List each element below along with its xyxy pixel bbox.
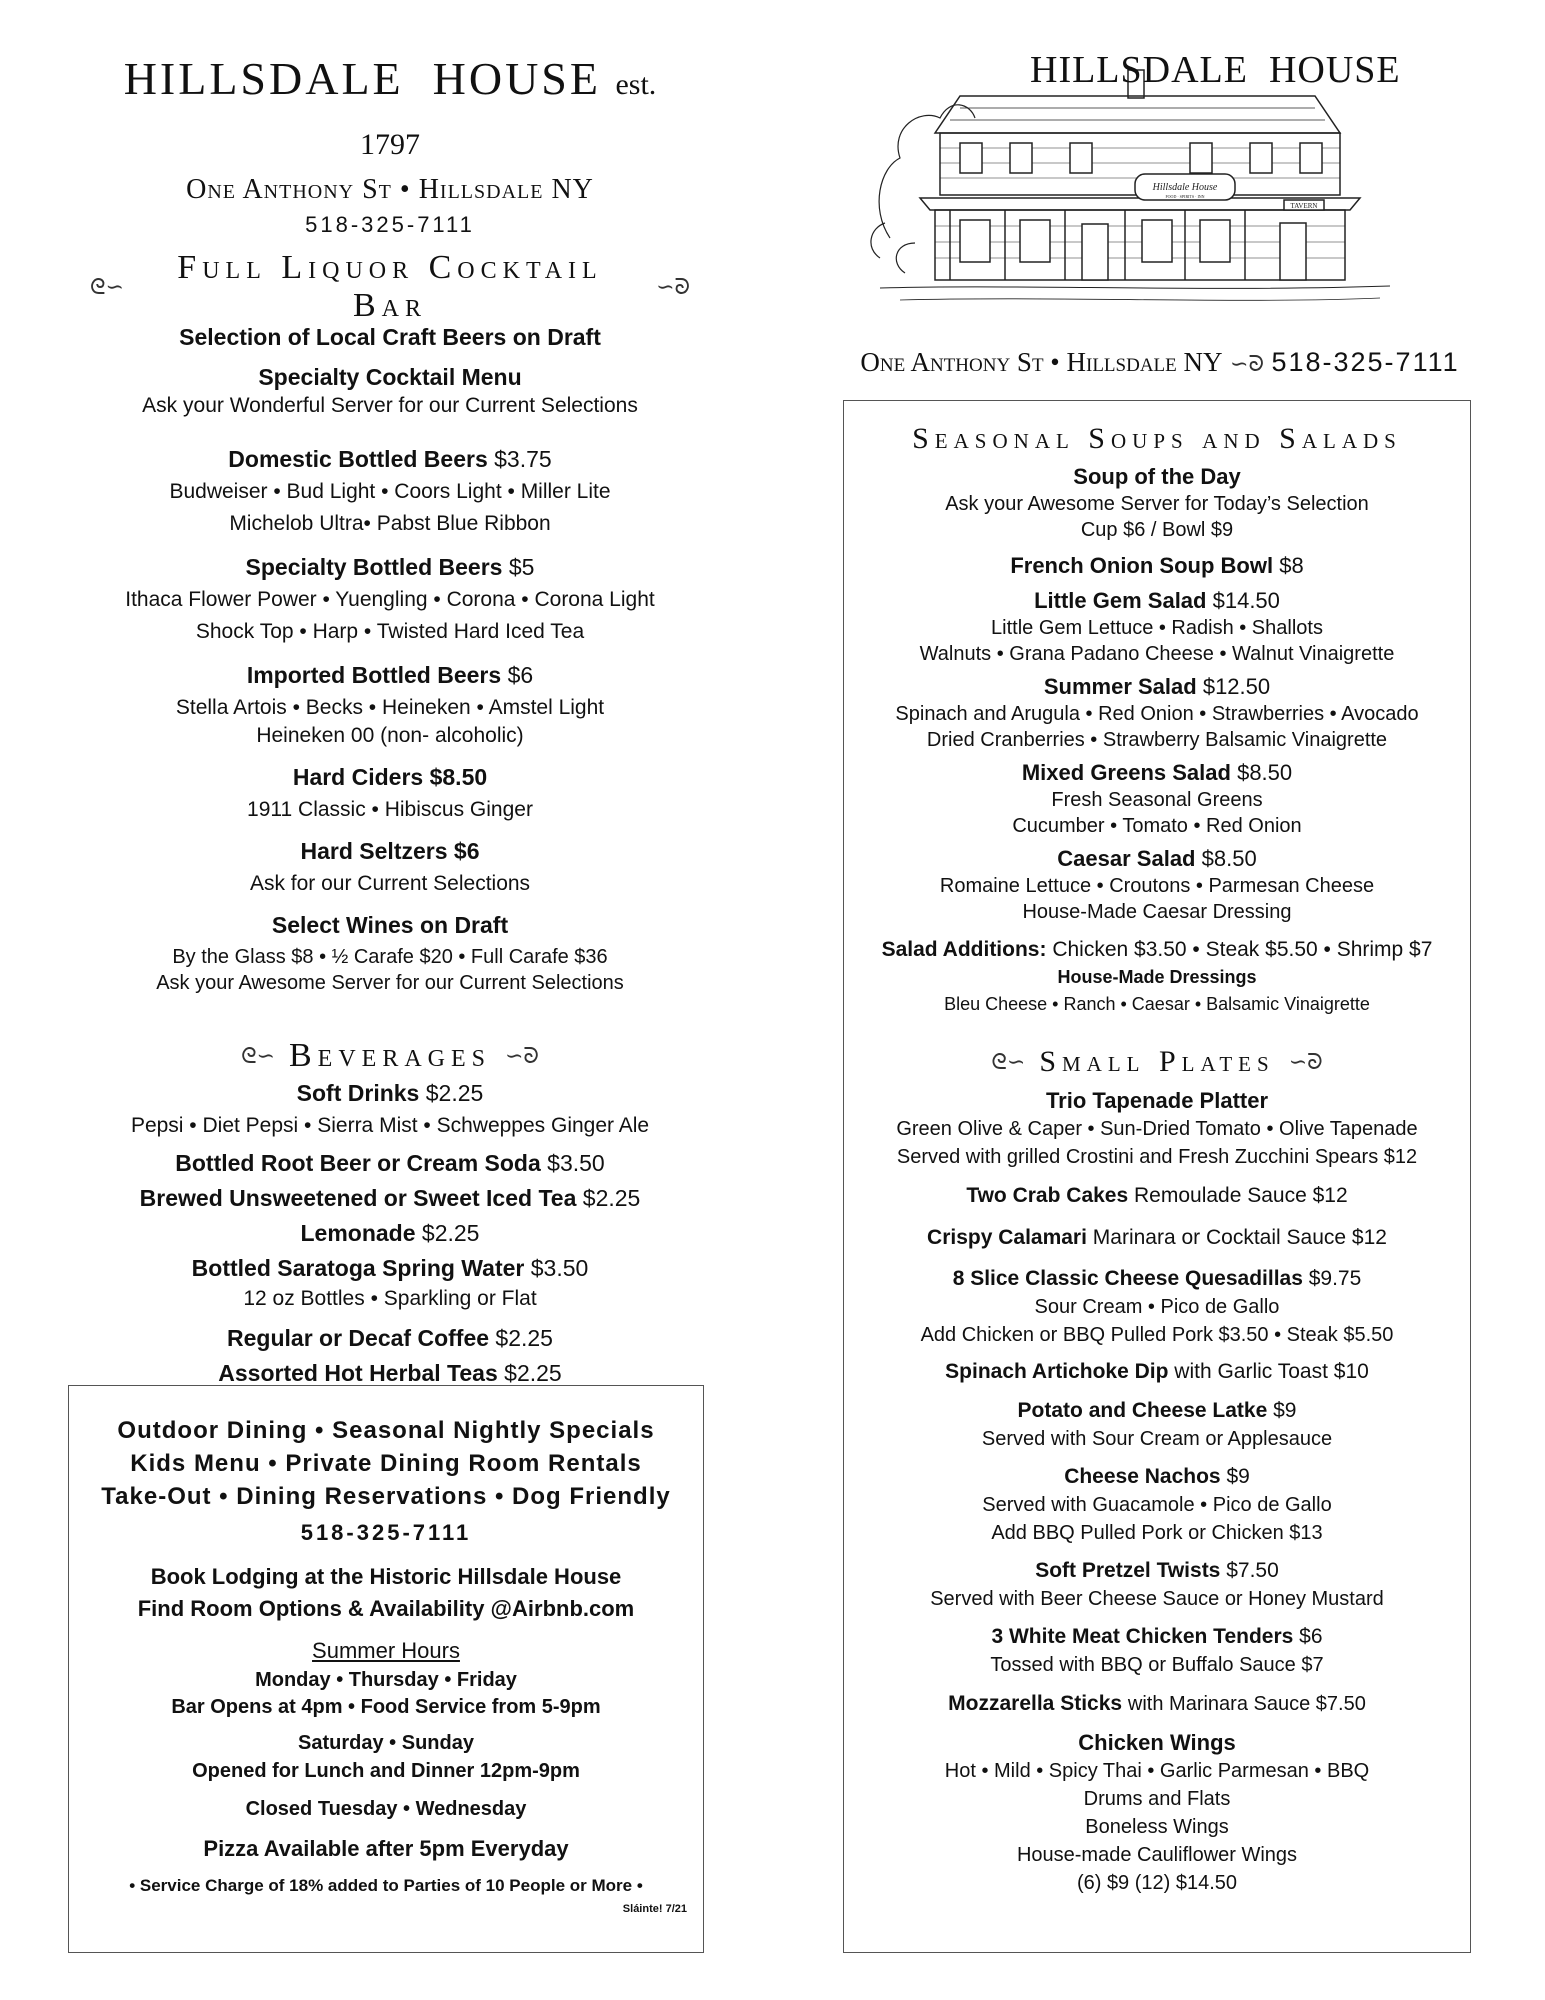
soft-drinks-list: Pepsi • Diet Pepsi • Sierra Mist • Schweppes Ginger Ale	[130, 1114, 650, 1137]
caesar-l1: Romaine Lettuce • Croutons • Parmesan Cheese	[939, 875, 1375, 897]
sign-title: HILLSDALE HOUSE	[1030, 49, 1401, 91]
trio-l1: Green Olive & Caper • Sun-Dried Tomato • Olive Tapenade	[896, 1118, 1418, 1140]
craft-beers: Selection of Local Craft Beers on Draft	[179, 324, 601, 350]
seltzers-desc: Ask for our Current Selections	[249, 872, 531, 895]
info-box	[68, 1385, 704, 1953]
wings-l2: Drums and Flats	[1083, 1788, 1231, 1810]
quesadillas-l2: Add Chicken or BBQ Pulled Pork $3.50 • Steak $5.50	[920, 1324, 1394, 1346]
quesadillas-l1: Sour Cream • Pico de Gallo	[1034, 1296, 1280, 1318]
specialty-cocktails: Specialty Cocktail Menu	[258, 364, 522, 390]
soups-section-title: Seasonal Soups and Salads	[912, 422, 1402, 455]
dressings-list: Bleu Cheese • Ranch • Caesar • Balsamic Vinaigrette	[944, 994, 1370, 1014]
ornament-left-icon: ᘓ∽	[991, 1049, 1026, 1074]
trio-tapenade: Trio Tapenade Platter	[1045, 1088, 1269, 1113]
ornament-icon: ∽ᘐ	[1230, 351, 1264, 376]
french-onion: French Onion Soup Bowl $8	[1010, 553, 1304, 578]
info-line-2: Kids Menu • Private Dining Room Rentals	[130, 1450, 642, 1477]
quesadillas: 8 Slice Classic Cheese Quesadillas $9.75	[952, 1267, 1362, 1290]
lemonade: Lemonade $2.25	[300, 1220, 480, 1246]
hours-weekday-times: Bar Opens at 4pm • Food Service from 5-9pm	[171, 1696, 601, 1718]
ornament-right-icon: ∽ᘐ	[656, 274, 690, 299]
little-gem: Little Gem Salad $14.50	[1034, 588, 1280, 613]
right-address-line	[840, 344, 1480, 382]
soup-desc: Ask your Awesome Server for Today’s Selection	[945, 493, 1369, 515]
cheese-nachos: Cheese Nachos $9	[1064, 1465, 1250, 1488]
mixed-greens: Mixed Greens Salad $8.50	[1021, 760, 1293, 785]
chicken-tenders: 3 White Meat Chicken Tenders $6	[991, 1625, 1323, 1648]
specialty-list-1: Ithaca Flower Power • Yuengling • Corona • Corona Light	[125, 588, 655, 611]
coffee: Regular or Decaf Coffee $2.25	[227, 1325, 553, 1351]
hard-ciders: Hard Ciders $8.50	[292, 764, 488, 790]
imported-list-2: Heineken 00 (non- alcoholic)	[256, 724, 524, 747]
specialty-list-2: Shock Top • Harp • Twisted Hard Iced Tea	[195, 620, 585, 643]
pretzel: Soft Pretzel Twists $7.50	[1035, 1559, 1279, 1582]
wines-prices: By the Glass $8 • ½ Carafe $20 • Full Carafe $36	[172, 946, 608, 968]
summer-l1: Spinach and Arugula • Red Onion • Strawberries • Avocado	[895, 703, 1419, 725]
established: est. 1797	[360, 68, 657, 161]
nachos-l1: Served with Guacamole • Pico de Gallo	[982, 1494, 1332, 1516]
left-column	[90, 52, 690, 1388]
phone: 518-325-7111	[305, 212, 475, 237]
gem-l2: Walnuts • Grana Padano Cheese • Walnut Vinaigrette	[919, 643, 1395, 665]
building-sign-sub: FOOD · SPIRITS · INN	[1165, 194, 1205, 199]
address: One Anthony St • Hillsdale NY	[186, 174, 594, 205]
summer-salad: Summer Salad $12.50	[1043, 674, 1271, 699]
small-plates-title: ᘓ∽ Small Plates ∽ᘐ	[991, 1045, 1323, 1078]
crab-cakes: Two Crab Cakes Remoulade Sauce $12	[966, 1184, 1348, 1207]
ornament-right-icon: ∽ᘐ	[505, 1043, 539, 1068]
info-line-1: Outdoor Dining • Seasonal Nightly Specials	[117, 1417, 655, 1444]
wings-l4: House-made Cauliflower Wings	[1016, 1844, 1298, 1866]
domestic-list-2: Michelob Ultra• Pabst Blue Ribbon	[229, 512, 551, 535]
ornament-left-icon: ᘓ∽	[241, 1043, 275, 1068]
wings-l3: Boneless Wings	[1085, 1816, 1229, 1838]
hours-weekday-days: Monday • Thursday • Friday	[255, 1669, 517, 1691]
closed-days: Closed Tuesday • Wednesday	[245, 1798, 527, 1820]
mixed-l1: Fresh Seasonal Greens	[1051, 789, 1263, 811]
domestic-beers: Domestic Bottled Beers $3.75	[228, 446, 552, 472]
mixed-l2: Cucumber • Tomato • Red Onion	[1012, 815, 1302, 837]
footer-note: Sláinte! 7/21	[622, 1903, 687, 1915]
iced-tea: Brewed Unsweetened or Sweet Iced Tea $2.25	[139, 1185, 641, 1211]
tenders-l1: Tossed with BBQ or Buffalo Sauce $7	[990, 1654, 1324, 1676]
nachos-l2: Add BBQ Pulled Pork or Chicken $13	[991, 1522, 1323, 1544]
soup-of-day: Soup of the Day	[1073, 464, 1241, 489]
dressings-title: House-Made Dressings	[1057, 967, 1257, 987]
calamari: Crispy Calamari Marinara or Cocktail Sauce $12	[927, 1226, 1387, 1249]
building-sign: Hillsdale House	[1152, 182, 1218, 193]
salad-additions: Salad Additions: Chicken $3.50 • Steak $5.50 • Shrimp $7	[881, 938, 1433, 961]
domestic-list-1: Budweiser • Bud Light • Coors Light • Miller Lite	[169, 480, 611, 503]
tavern-sign: TAVERN	[1290, 202, 1318, 210]
bar-section-title: ᘓ∽ Full Liquor Cocktail Bar ∽ᘐ	[90, 249, 690, 324]
latke-l1: Served with Sour Cream or Applesauce	[981, 1428, 1333, 1450]
summer-l2: Dried Cranberries • Strawberry Balsamic Vinaigrette	[926, 729, 1388, 751]
restaurant-title: HILLSDALE HOUSE est. 1797	[123, 53, 657, 161]
service-charge: • Service Charge of 18% added to Parties of 10 People or More •	[129, 1876, 643, 1895]
right-address: One Anthony St • Hillsdale NY	[860, 347, 1223, 377]
soft-drinks: Soft Drinks $2.25	[296, 1080, 484, 1106]
caesar-salad: Caesar Salad $8.50	[1057, 846, 1257, 871]
wines-on-draft: Select Wines on Draft	[271, 912, 509, 938]
wines-ask: Ask your Awesome Server for our Current Selections	[156, 972, 624, 994]
hours-title: Summer Hours	[312, 1638, 460, 1663]
info-line-3: Take-Out • Dining Reservations • Dog Friendly	[101, 1483, 671, 1510]
lodging-line-2: Find Room Options & Availability @Airbnb.com	[137, 1596, 635, 1621]
latke: Potato and Cheese Latke $9	[1017, 1399, 1297, 1422]
herbal-teas: Assorted Hot Herbal Teas $2.25	[218, 1360, 562, 1386]
specialty-beers: Specialty Bottled Beers $5	[245, 554, 535, 580]
caesar-l2: House-Made Caesar Dressing	[1022, 901, 1292, 923]
imported-beers: Imported Bottled Beers $6	[246, 662, 534, 688]
ciders-list: 1911 Classic • Hibiscus Ginger	[247, 798, 533, 821]
wings-l5: (6) $9 (12) $14.50	[1076, 1872, 1238, 1894]
info-phone: 518-325-7111	[300, 1520, 472, 1545]
soup-price: Cup $6 / Bowl $9	[1080, 519, 1234, 541]
water-desc: 12 oz Bottles • Sparkling or Flat	[243, 1287, 537, 1310]
ask-server: Ask your Wonderful Server for our Current Selections	[142, 394, 638, 417]
pretzel-l1: Served with Beer Cheese Sauce or Honey Mustard	[930, 1588, 1384, 1610]
ornament-left-icon: ᘓ∽	[90, 274, 124, 299]
root-beer: Bottled Root Beer or Cream Soda $3.50	[175, 1150, 605, 1176]
lodging-line-1: Book Lodging at the Historic Hillsdale House	[150, 1564, 622, 1589]
wings-l1: Hot • Mild • Spicy Thai • Garlic Parmesan • BBQ	[944, 1760, 1370, 1782]
gem-l1: Little Gem Lettuce • Radish • Shallots	[991, 617, 1323, 639]
trio-l2: Served with grilled Crostini and Fresh Zucchini Spears $12	[896, 1146, 1418, 1168]
hours-weekend-days: Saturday • Sunday	[298, 1732, 474, 1754]
spinach-dip: Spinach Artichoke Dip with Garlic Toast $10	[945, 1360, 1369, 1383]
menu-box	[843, 400, 1471, 1953]
right-phone: 518-325-7111	[1271, 347, 1460, 377]
hours-weekend-times: Opened for Lunch and Dinner 12pm-9pm	[192, 1760, 580, 1782]
pizza-note: Pizza Available after 5pm Everyday	[203, 1836, 569, 1861]
spring-water: Bottled Saratoga Spring Water $3.50	[191, 1255, 589, 1281]
mozzarella-sticks: Mozzarella Sticks with Marinara Sauce $7.50	[948, 1692, 1366, 1715]
hard-seltzers: Hard Seltzers $6	[300, 838, 480, 864]
ornament-right-icon: ∽ᘐ	[1288, 1049, 1323, 1074]
chicken-wings: Chicken Wings	[1078, 1730, 1236, 1755]
imported-list-1: Stella Artois • Becks • Heineken • Amstel Light	[175, 696, 605, 719]
beverages-section-title: ᘓ∽ Beverages ∽ᘐ	[241, 1037, 539, 1074]
